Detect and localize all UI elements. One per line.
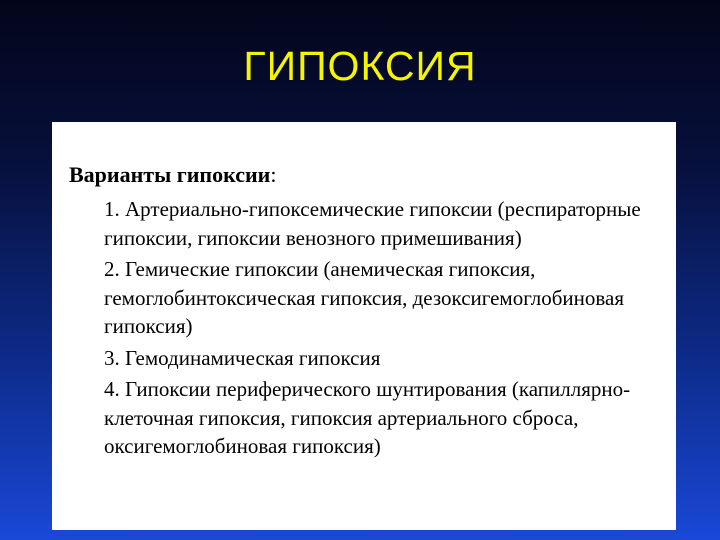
list-item: 3. Гемодинамическая гипоксия: [104, 345, 381, 370]
list-item: 1. Артериально-гипоксемические гипоксии (респираторные гипоксии, гипоксии венозного примешивания): [104, 197, 641, 250]
slide-title: ГИПОКСИЯ: [243, 43, 477, 89]
list-item: 4. Гипоксии периферического шунтирования (капиллярно-клеточная гипоксия, гипоксия артериального сброса, оксигемоглобиновая гипоксия): [104, 377, 631, 458]
heading-bold-text: Варианты гипоксии: [69, 162, 271, 187]
heading-suffix: :: [270, 162, 277, 187]
content-box: [52, 122, 676, 530]
list-item: 2. Гемические гипоксии (анемическая гипоксия, гемоглобинтоксическая гипоксия, дезоксигемоглобиновая гипоксия): [104, 257, 625, 338]
hypoxia-list: [104, 195, 664, 464]
content-heading: [69, 160, 276, 189]
